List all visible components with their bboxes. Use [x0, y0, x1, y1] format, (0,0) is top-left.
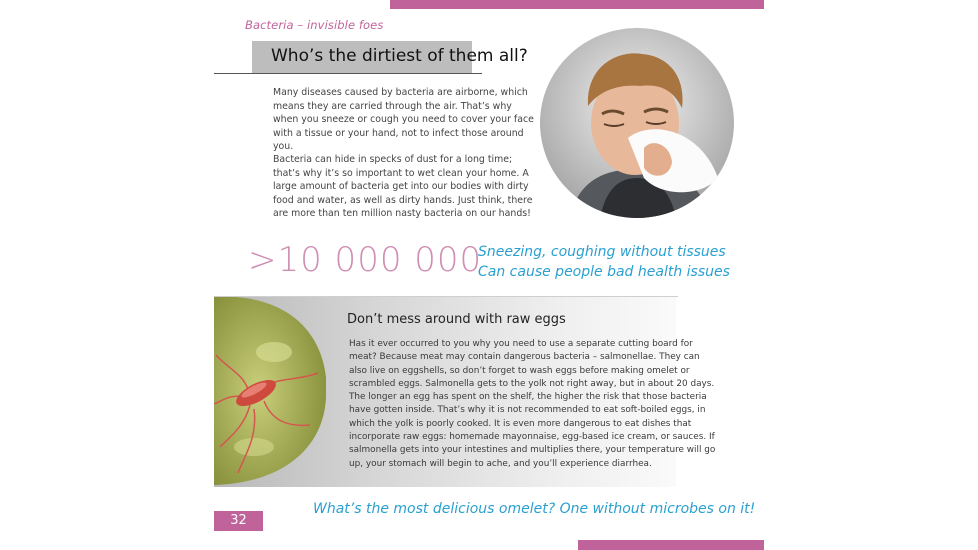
bottom-accent-bar — [578, 540, 764, 550]
section-heading-raw-eggs: Don’t mess around with raw eggs — [347, 312, 566, 327]
boy-sneezing-image — [540, 28, 734, 218]
body-paragraph-airborne: Many diseases caused by bacteria are airborne, which means they are carried through the air. That’s why when you sneeze or cough you need to cover your face with a tissue or your hand, not to infect those around you. — [273, 87, 534, 153]
photo-boy-sneezing — [540, 28, 734, 218]
section-label: Bacteria – invisible foes — [245, 18, 384, 32]
closing-slogan: What’s the most delicious omelet? One without microbes on it! — [313, 501, 756, 517]
photo-salmonella — [214, 297, 326, 485]
title-underline — [214, 73, 482, 74]
body-paragraph-dust: Bacteria can hide in specks of dust for a long time; that’s why it’s so important to wet clean your home. A large amount of bacteria get into our bodies with dirty food and water, as well as dirty hands. Just think, there are more than ten million nasty bacteria on our hands! — [273, 154, 533, 220]
page-number: 32 — [230, 513, 247, 528]
rhyme-line-1: Sneezing, coughing without tissues — [478, 244, 726, 260]
bacteria-count-stat: >10 000 000 — [248, 240, 483, 280]
salmonella-image — [214, 297, 326, 485]
top-accent-bar — [390, 0, 764, 9]
body-paragraph-raw-eggs: Has it ever occurred to you why you need to use a separate cutting board for meat? Because meat may contain dangerous bacteria – salmonellae. They can also live on eggshells, so don’t forget to wash eggs before making omelet or scrambled eggs. Salmonella gets to the yolk not right away, but in about 20 days. The longer an egg has spent on the shelf, the higher the risk that those bacteria have gotten inside. That’s why it is not recommended to eat soft-boiled eggs, in which the yolk is poorly cooked. It is even more dangerous to eat dishes that incorporate raw eggs: homemade mayonnaise, egg-based ice cream, or sauces. If salmonella gets into your intestines and multiplies there, your temperature will go up, your stomach will begin to ache, and you’ll experience diarrhea. — [349, 339, 716, 469]
page-title: Who’s the dirtiest of them all? — [271, 46, 528, 66]
rhyme-line-2: Can cause people bad health issues — [478, 264, 730, 280]
